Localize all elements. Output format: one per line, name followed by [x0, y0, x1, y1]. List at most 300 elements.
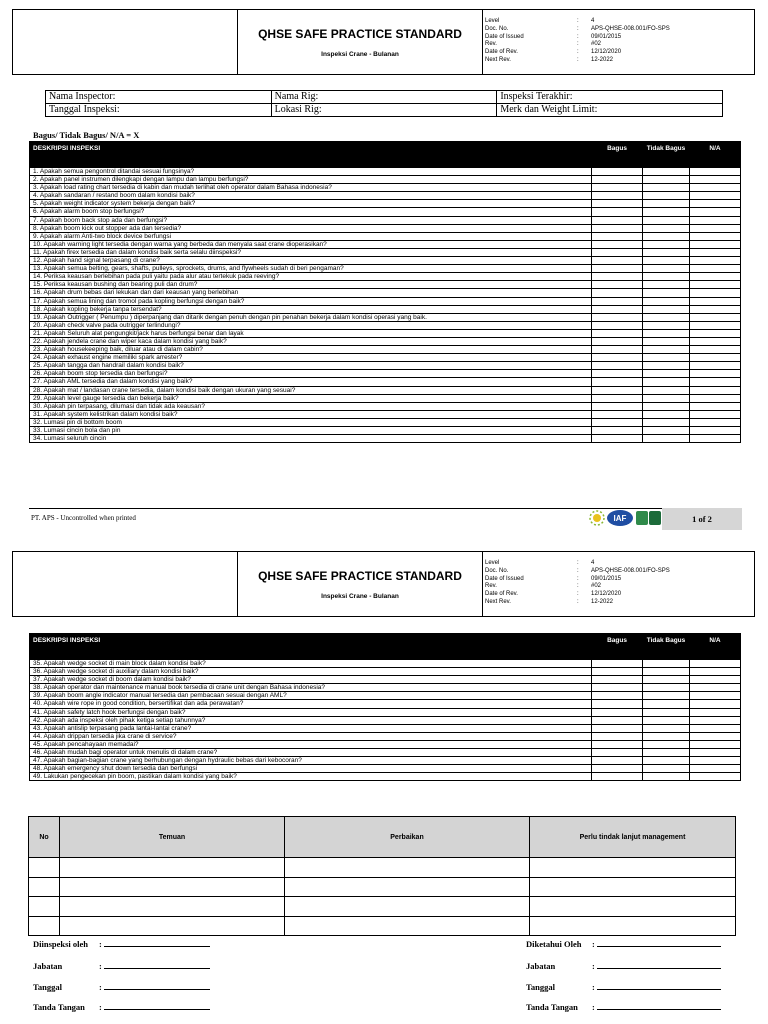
checklist-item-text: 17. Apakah semua lining dan tromol pada kopling berfungsi dengan baik?	[30, 297, 592, 305]
checklist-item-text: 35. Apakah wedge socket di main block dalam kondisi baik?	[30, 660, 592, 668]
bagus-checkbox[interactable]	[592, 337, 643, 345]
checklist-row	[30, 224, 741, 232]
checklist-item-text: 1. Apakah semua pengontrol ditandai sesuai fungsinya?	[30, 168, 592, 176]
na-checkbox[interactable]	[690, 732, 741, 740]
lokasi-rig-field[interactable]: Lokasi Rig:	[271, 104, 497, 117]
bagus-checkbox[interactable]	[592, 313, 643, 321]
bagus-checkbox[interactable]	[592, 273, 643, 281]
na-checkbox[interactable]	[690, 200, 741, 208]
checklist-item-text: 22. Apakah jendela crane dan wiper kaca dalam kondisi yang baik?	[30, 337, 592, 345]
na-checkbox[interactable]	[690, 378, 741, 386]
checklist-row	[30, 378, 741, 386]
tidak-bagus-checkbox[interactable]	[643, 773, 690, 781]
title-cell	[238, 552, 483, 616]
na-checkbox[interactable]	[690, 208, 741, 216]
na-checkbox[interactable]	[690, 273, 741, 281]
tidak-bagus-checkbox[interactable]	[643, 265, 690, 273]
checklist-row	[30, 192, 741, 200]
checklist-item-text: 23. Apakah housekeeping baik, diluar atau di dalam cabin?	[30, 346, 592, 354]
checklist-row	[30, 168, 741, 176]
bagus-checkbox[interactable]	[592, 676, 643, 684]
na-checkbox[interactable]	[690, 660, 741, 668]
na-checkbox[interactable]	[690, 329, 741, 337]
checklist-header	[30, 142, 741, 168]
header-bagus: Bagus	[592, 634, 643, 660]
doc-title: QHSE SAFE PRACTICE STANDARD	[258, 27, 462, 41]
meta-key: Rev.	[485, 41, 497, 48]
na-checkbox[interactable]	[690, 281, 741, 289]
checklist-row	[30, 435, 741, 443]
checklist-item-text: 44. Apakah drippan tersedia jika crane di service?	[30, 732, 592, 740]
bagus-checkbox[interactable]	[592, 410, 643, 418]
na-checkbox[interactable]	[690, 668, 741, 676]
na-checkbox[interactable]	[690, 427, 741, 435]
tidak-bagus-checkbox[interactable]	[643, 435, 690, 443]
bagus-checkbox[interactable]	[592, 232, 643, 240]
tidak-bagus-checkbox[interactable]	[643, 216, 690, 224]
checklist-item-text: 5. Apakah weight indicator system bekerja dengan baik?	[30, 200, 592, 208]
tidak-bagus-checkbox[interactable]	[643, 168, 690, 176]
sig-tanda-tangan-left: Tanda Tangan :	[33, 1002, 210, 1012]
checklist-row	[30, 773, 741, 781]
bagus-checkbox[interactable]	[592, 660, 643, 668]
na-checkbox[interactable]	[690, 313, 741, 321]
meta-key: Date of Rev.	[485, 591, 518, 598]
checklist-item-text: 25. Apakah tangga dan handrail dalam kondisi baik?	[30, 362, 592, 370]
tidak-bagus-checkbox[interactable]	[643, 757, 690, 765]
meta-value: #02	[591, 583, 602, 590]
na-checkbox[interactable]	[690, 289, 741, 297]
tidak-bagus-checkbox[interactable]	[643, 354, 690, 362]
na-checkbox[interactable]	[690, 321, 741, 329]
checklist-item-text: 34. Lumasi seluruh cincin	[30, 435, 592, 443]
bagus-checkbox[interactable]	[592, 749, 643, 757]
bagus-checkbox[interactable]	[592, 435, 643, 443]
tidak-bagus-checkbox[interactable]	[643, 200, 690, 208]
na-checkbox[interactable]	[690, 765, 741, 773]
na-checkbox[interactable]	[690, 386, 741, 394]
na-checkbox[interactable]	[690, 305, 741, 313]
checklist-item-text: 18. Apakah kopling bekerja tanpa tersendat?	[30, 305, 592, 313]
checklist-item-text: 32. Lumasi pin di bottom boom	[30, 418, 592, 426]
checklist-row	[30, 184, 741, 192]
checklist-row	[30, 757, 741, 765]
bagus-checkbox[interactable]	[592, 773, 643, 781]
checklist-header	[30, 634, 741, 660]
checklist-item-text: 37. Apakah wedge socket di boom dalam kondisi baik?	[30, 676, 592, 684]
checklist-row	[30, 700, 741, 708]
na-checkbox[interactable]	[690, 370, 741, 378]
bagus-checkbox[interactable]	[592, 240, 643, 248]
tidak-bagus-checkbox[interactable]	[643, 394, 690, 402]
header-tidak-bagus: Tidak Bagus	[643, 634, 690, 660]
checklist-row	[30, 427, 741, 435]
na-checkbox[interactable]	[690, 410, 741, 418]
na-checkbox[interactable]	[690, 297, 741, 305]
checklist-page2	[29, 633, 741, 781]
tidak-bagus-checkbox[interactable]	[643, 257, 690, 265]
bagus-checkbox[interactable]	[592, 184, 643, 192]
na-checkbox[interactable]	[690, 402, 741, 410]
checklist-row	[30, 765, 741, 773]
meta-value: APS-QHSE-008.001/FO-SPS	[591, 25, 670, 32]
findings-row	[29, 858, 736, 878]
checklist-item-text: 49. Lakukan pengecekan pin boom, pastikan dalam kondisi yang baik?	[30, 773, 592, 781]
doc-header-page2	[12, 551, 755, 617]
checklist-row	[30, 273, 741, 281]
bagus-checkbox[interactable]	[592, 305, 643, 313]
bagus-checkbox[interactable]	[592, 427, 643, 435]
header-na: N/A	[690, 142, 741, 168]
findings-cell[interactable]	[285, 858, 530, 878]
sig-line[interactable]	[597, 982, 721, 990]
findings-cell[interactable]	[60, 858, 285, 878]
header-tidak-bagus: Tidak Bagus	[643, 142, 690, 168]
checklist-row	[30, 321, 741, 329]
bagus-checkbox[interactable]	[592, 289, 643, 297]
meta-key: Next Rev.	[485, 598, 511, 605]
certification-logos	[588, 508, 662, 528]
tidak-bagus-checkbox[interactable]	[643, 676, 690, 684]
na-checkbox[interactable]	[690, 724, 741, 732]
findings-cell[interactable]	[530, 897, 736, 917]
checklist-item-text: 19. Apakah Outrigger ( Penumpu ) diperpanjang dan ditarik dengan penuh dengan pin penahan bekerja dalam kondisi operasi yang baik.	[30, 313, 592, 321]
tidak-bagus-checkbox[interactable]	[643, 192, 690, 200]
bagus-checkbox[interactable]	[592, 346, 643, 354]
checklist-row	[30, 402, 741, 410]
sig-line[interactable]	[104, 961, 210, 969]
checklist-row	[30, 732, 741, 740]
checklist-row	[30, 386, 741, 394]
tidak-bagus-checkbox[interactable]	[643, 281, 690, 289]
checklist-item-text: 40. Apakah wire rope in good condition, bersertifikat dan ada perawatan?	[30, 700, 592, 708]
tidak-bagus-checkbox[interactable]	[643, 297, 690, 305]
tidak-bagus-checkbox[interactable]	[643, 273, 690, 281]
bagus-checkbox[interactable]	[592, 329, 643, 337]
checklist-item-text: 16. Apakah drum bebas dari lekukan dan dari keausan yang berlebihan	[30, 289, 592, 297]
na-checkbox[interactable]	[690, 257, 741, 265]
na-checkbox[interactable]	[690, 708, 741, 716]
meta-key: Level	[485, 560, 500, 566]
na-checkbox[interactable]	[690, 216, 741, 224]
findings-cell[interactable]	[530, 877, 736, 897]
checklist-row	[30, 724, 741, 732]
meta-value: 12-2022	[591, 56, 614, 63]
na-checkbox[interactable]	[690, 184, 741, 192]
tidak-bagus-checkbox[interactable]	[643, 232, 690, 240]
findings-cell[interactable]	[530, 858, 736, 878]
tidak-bagus-checkbox[interactable]	[643, 724, 690, 732]
bagus-checkbox[interactable]	[592, 168, 643, 176]
meta-key: Date of Issued	[485, 33, 524, 40]
tidak-bagus-checkbox[interactable]	[643, 386, 690, 394]
tidak-bagus-checkbox[interactable]	[643, 240, 690, 248]
merk-weight-field[interactable]: Merk dan Weight Limit:	[497, 104, 723, 117]
na-checkbox[interactable]	[690, 684, 741, 692]
sig-label: Jabatan	[33, 961, 63, 971]
logo-cell	[13, 10, 238, 74]
checklist-item-text: 47. Apakah bagian-bagian crane yang berhubungan dengan hydraulic bebas dari kebocoran?	[30, 757, 592, 765]
findings-cell[interactable]	[29, 897, 60, 917]
checklist-row	[30, 410, 741, 418]
checklist-row	[30, 708, 741, 716]
findings-tindak-header: Perlu tindak lanjut management	[530, 817, 736, 858]
bagus-checkbox[interactable]	[592, 724, 643, 732]
bagus-checkbox[interactable]	[592, 297, 643, 305]
bagus-checkbox[interactable]	[592, 700, 643, 708]
tidak-bagus-checkbox[interactable]	[643, 176, 690, 184]
sig-line[interactable]	[104, 1002, 210, 1010]
findings-cell[interactable]	[285, 916, 530, 936]
findings-row	[29, 877, 736, 897]
findings-cell[interactable]	[29, 877, 60, 897]
checklist-item-text: 11. Apakah firex tersedia dan dalam kondisi baik serta selalu diinspeksi?	[30, 248, 592, 256]
tidak-bagus-checkbox[interactable]	[643, 346, 690, 354]
nama-inspector-field[interactable]: Nama Inspector:	[46, 91, 272, 104]
meta-key: Level	[485, 18, 500, 24]
na-checkbox[interactable]	[690, 192, 741, 200]
tidak-bagus-checkbox[interactable]	[643, 402, 690, 410]
meta-key: Rev.	[485, 583, 497, 590]
na-checkbox[interactable]	[690, 362, 741, 370]
checklist-item-text: 21. Apakah Seluruh alat pengungkit/jack harus berfungsi benar dan layak	[30, 329, 592, 337]
tidak-bagus-checkbox[interactable]	[643, 740, 690, 748]
bagus-checkbox[interactable]	[592, 386, 643, 394]
bagus-checkbox[interactable]	[592, 394, 643, 402]
bagus-checkbox[interactable]	[592, 265, 643, 273]
findings-header	[29, 817, 736, 858]
meta-value: 12/12/2020	[591, 591, 622, 598]
tidak-bagus-checkbox[interactable]	[643, 224, 690, 232]
meta-key: Date of Rev.	[485, 49, 518, 56]
bagus-checkbox[interactable]	[592, 362, 643, 370]
sig-label: Tanggal	[526, 982, 555, 992]
tidak-bagus-checkbox[interactable]	[643, 732, 690, 740]
findings-cell[interactable]	[60, 897, 285, 917]
findings-cell[interactable]	[60, 916, 285, 936]
doc-header	[12, 9, 755, 75]
bagus-checkbox[interactable]	[592, 192, 643, 200]
checklist-item-text: 2. Apakah panel instrumen dilengkapi dengan lampu dan lampu berfungsi?	[30, 176, 592, 184]
na-checkbox[interactable]	[690, 692, 741, 700]
na-checkbox[interactable]	[690, 749, 741, 757]
bagus-checkbox[interactable]	[592, 740, 643, 748]
tidak-bagus-checkbox[interactable]	[643, 289, 690, 297]
sig-label: Tanggal	[33, 982, 62, 992]
sig-jabatan-right: Jabatan :	[526, 961, 721, 971]
findings-cell[interactable]	[530, 916, 736, 936]
na-checkbox[interactable]	[690, 224, 741, 232]
checklist-row	[30, 676, 741, 684]
sig-tanggal-left: Tanggal :	[33, 982, 210, 992]
kan-logo-icon	[636, 511, 661, 525]
bagus-checkbox[interactable]	[592, 176, 643, 184]
findings-table	[28, 816, 736, 936]
tidak-bagus-checkbox[interactable]	[643, 370, 690, 378]
tidak-bagus-checkbox[interactable]	[643, 248, 690, 256]
na-checkbox[interactable]	[690, 676, 741, 684]
iaf-logo-text: IAF	[613, 514, 627, 523]
na-checkbox[interactable]	[690, 740, 741, 748]
sig-label: Diinspeksi oleh	[33, 939, 89, 949]
bagus-checkbox[interactable]	[592, 224, 643, 232]
tanggal-inspeksi-field[interactable]: Tanggal Inspeksi:	[46, 104, 272, 117]
findings-row	[29, 897, 736, 917]
checklist-row	[30, 305, 741, 313]
checklist-item-text: 6. Apakah alarm boom stop berfungsi?	[30, 208, 592, 216]
na-checkbox[interactable]	[690, 168, 741, 176]
checklist-row	[30, 740, 741, 748]
na-checkbox[interactable]	[690, 240, 741, 248]
bagus-checkbox[interactable]	[592, 765, 643, 773]
tidak-bagus-checkbox[interactable]	[643, 418, 690, 426]
checklist-item-text: 29. Apakah level gauge tersedia dan bekerja baik?	[30, 394, 592, 402]
tidak-bagus-checkbox[interactable]	[643, 208, 690, 216]
bagus-checkbox[interactable]	[592, 668, 643, 676]
na-checkbox[interactable]	[690, 248, 741, 256]
bagus-checkbox[interactable]	[592, 684, 643, 692]
na-checkbox[interactable]	[690, 418, 741, 426]
checklist-row	[30, 248, 741, 256]
na-checkbox[interactable]	[690, 354, 741, 362]
checklist-row	[30, 257, 741, 265]
tidak-bagus-checkbox[interactable]	[643, 329, 690, 337]
sun-logo-icon	[590, 511, 604, 525]
sig-line[interactable]	[597, 961, 721, 969]
tidak-bagus-checkbox[interactable]	[643, 708, 690, 716]
tidak-bagus-checkbox[interactable]	[643, 700, 690, 708]
checklist-item-text: 9. Apakah alarm Anti-two block device berfungsi	[30, 232, 592, 240]
checklist-row	[30, 660, 741, 668]
tidak-bagus-checkbox[interactable]	[643, 684, 690, 692]
checklist-row	[30, 370, 741, 378]
checklist-row	[30, 232, 741, 240]
tidak-bagus-checkbox[interactable]	[643, 313, 690, 321]
checklist-item-text: 12. Apakah hand signal terpasang di crane?	[30, 257, 592, 265]
na-checkbox[interactable]	[690, 265, 741, 273]
meta-value: APS-QHSE-008.001/FO-SPS	[591, 567, 670, 574]
na-checkbox[interactable]	[690, 757, 741, 765]
bagus-checkbox[interactable]	[592, 354, 643, 362]
checklist-item-text: 48. Apakah emergency shut down tersedia dan berfungsi	[30, 765, 592, 773]
sig-diketahui: Diketahui Oleh :	[526, 939, 721, 949]
bagus-checkbox[interactable]	[592, 692, 643, 700]
logo-cell	[13, 552, 238, 616]
bagus-checkbox[interactable]	[592, 370, 643, 378]
bagus-checkbox[interactable]	[592, 708, 643, 716]
na-checkbox[interactable]	[690, 232, 741, 240]
checklist-item-text: 30. Apakah pin terpasang, dilumasi dan tidak ada keausan?	[30, 402, 592, 410]
bagus-checkbox[interactable]	[592, 208, 643, 216]
findings-cell[interactable]	[285, 897, 530, 917]
checklist-item-text: 4. Apakah sandaran / restand boom dalam kondisi baik?	[30, 192, 592, 200]
checklist-item-text: 41. Apakah safety latch hook berfungsi dengan baik?	[30, 708, 592, 716]
na-checkbox[interactable]	[690, 176, 741, 184]
header-desc: DESKRIPSI INSPEKSI	[30, 142, 592, 168]
tidak-bagus-checkbox[interactable]	[643, 362, 690, 370]
bagus-checkbox[interactable]	[592, 402, 643, 410]
findings-cell[interactable]	[29, 858, 60, 878]
bagus-checkbox[interactable]	[592, 200, 643, 208]
findings-row	[29, 916, 736, 936]
checklist-row	[30, 668, 741, 676]
bagus-checkbox[interactable]	[592, 216, 643, 224]
bagus-checkbox[interactable]	[592, 248, 643, 256]
tidak-bagus-checkbox[interactable]	[643, 660, 690, 668]
meta-key: Date of Issued	[485, 575, 524, 582]
checklist-item-text: 7. Apakah boom back stop ada dan berfungsi?	[30, 216, 592, 224]
sig-line[interactable]	[104, 939, 210, 947]
checklist-item-text: 20. Apakah check valve pada outrigger terlindungi?	[30, 321, 592, 329]
tidak-bagus-checkbox[interactable]	[643, 765, 690, 773]
tidak-bagus-checkbox[interactable]	[643, 305, 690, 313]
tidak-bagus-checkbox[interactable]	[643, 668, 690, 676]
checklist-item-text: 42. Apakah ada inspeksi oleh pihak ketiga setiap tahunnya?	[30, 716, 592, 724]
tidak-bagus-checkbox[interactable]	[643, 337, 690, 345]
findings-cell[interactable]	[29, 916, 60, 936]
checklist-row	[30, 289, 741, 297]
bagus-checkbox[interactable]	[592, 321, 643, 329]
tidak-bagus-checkbox[interactable]	[643, 749, 690, 757]
nama-rig-field[interactable]: Nama Rig:	[271, 91, 497, 104]
na-checkbox[interactable]	[690, 773, 741, 781]
checklist-item-text: 39. Apakah boom angle indicator manual tersedia dan pembacaan sesuai dengan AML?	[30, 692, 592, 700]
bagus-checkbox[interactable]	[592, 418, 643, 426]
checklist-item-text: 36. Apakah wedge socket di auxiliary dalam kondisi baik?	[30, 668, 592, 676]
tidak-bagus-checkbox[interactable]	[643, 716, 690, 724]
checklist-row	[30, 281, 741, 289]
findings-cell[interactable]	[285, 877, 530, 897]
checklist-row	[30, 337, 741, 345]
na-checkbox[interactable]	[690, 700, 741, 708]
bagus-checkbox[interactable]	[592, 281, 643, 289]
checklist-item-text: 46. Apakah mudah bagi operator untuk menulis di dalam crane?	[30, 749, 592, 757]
meta-value: #02	[591, 41, 602, 48]
checklist-row	[30, 208, 741, 216]
findings-perbaikan-header: Perbaikan	[285, 817, 530, 858]
sig-tanggal-right: Tanggal :	[526, 982, 721, 992]
findings-temuan-header: Temuan	[60, 817, 285, 858]
bagus-checkbox[interactable]	[592, 757, 643, 765]
bagus-checkbox[interactable]	[592, 716, 643, 724]
na-checkbox[interactable]	[690, 394, 741, 402]
inspeksi-terakhir-field[interactable]: Inspeksi Terakhir:	[497, 91, 723, 104]
sig-line[interactable]	[104, 982, 210, 990]
tidak-bagus-checkbox[interactable]	[643, 378, 690, 386]
tidak-bagus-checkbox[interactable]	[643, 184, 690, 192]
bagus-checkbox[interactable]	[592, 732, 643, 740]
findings-cell[interactable]	[60, 877, 285, 897]
bagus-checkbox[interactable]	[592, 257, 643, 265]
na-checkbox[interactable]	[690, 337, 741, 345]
sig-jabatan-left: Jabatan :	[33, 961, 210, 971]
tidak-bagus-checkbox[interactable]	[643, 410, 690, 418]
na-checkbox[interactable]	[690, 435, 741, 443]
na-checkbox[interactable]	[690, 346, 741, 354]
meta-key: Next Rev.	[485, 56, 511, 63]
findings-no-header: No	[29, 817, 60, 858]
meta-key: Doc. No.	[485, 25, 509, 32]
tidak-bagus-checkbox[interactable]	[643, 321, 690, 329]
na-checkbox[interactable]	[690, 716, 741, 724]
sig-line[interactable]	[597, 1002, 721, 1010]
tidak-bagus-checkbox[interactable]	[643, 692, 690, 700]
tidak-bagus-checkbox[interactable]	[643, 427, 690, 435]
checklist-item-text: 24. Apakah exhaust engine memiliki spark arrester?	[30, 354, 592, 362]
checklist-row	[30, 749, 741, 757]
bagus-checkbox[interactable]	[592, 378, 643, 386]
sig-line[interactable]	[597, 939, 721, 947]
